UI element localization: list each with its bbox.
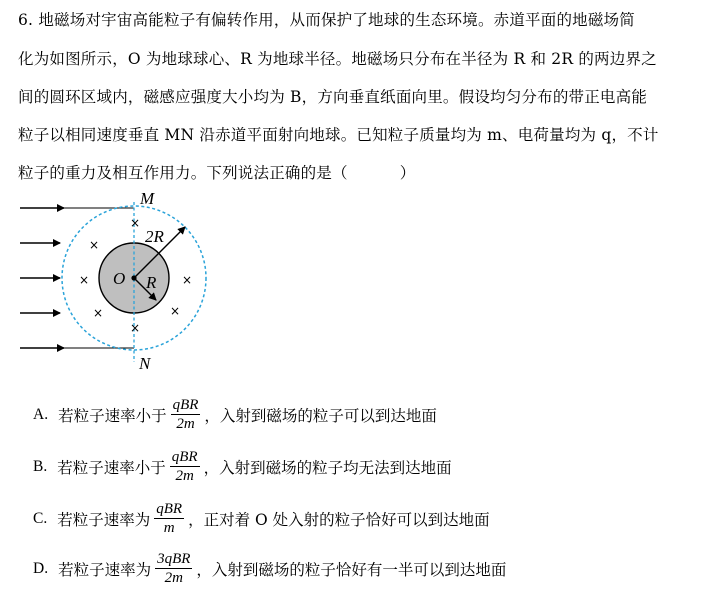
option-c-fraction [154,500,184,537]
option-c-post: ，正对着 O 处入射的粒子恰好可以到达地面 [188,510,490,529]
option-c [33,500,490,537]
option-b-denominator: 2m [175,468,194,484]
option-d-letter: D. [33,559,49,577]
option-d [33,550,506,587]
option-c-letter: C. [33,509,48,527]
label-2r: 2R [145,227,164,246]
field-cross: × [130,216,141,230]
option-a-post: ，入射到磁场的粒子可以到达地面 [204,406,437,425]
field-cross: × [89,238,100,252]
question-text-1: 地磁场对宇宙高能粒子有偏转作用，从而保护了地球的生态环境。赤道平面的地磁场简 [38,11,635,29]
option-c-denominator: m [163,520,175,536]
field-cross: × [170,304,181,318]
option-d-denominator: 2m [164,570,183,586]
option-d-pre: 若粒子速率为 [58,560,152,579]
option-a-pre: 若粒子速率小于 [58,406,167,425]
question-text-3: 间的圆环区域内，磁感应强度大小均为 B，方向垂直纸面向里。假设均匀分布的带正电高能 [18,88,648,106]
option-a-letter: A. [33,405,49,423]
option-a-fraction [171,396,201,433]
field-cross: × [93,306,104,320]
question-line-2 [18,47,657,69]
question-text-5: 粒子的重力及相互作用力。下列说法正确的是（ [18,164,348,182]
option-a-numerator: qBR [172,397,199,413]
option-d-numerator: 3qBR [157,551,191,567]
question-line-3 [18,85,647,107]
question-line-4 [18,123,659,145]
question-text-2: 化为如图所示，O 为地球球心、R 为地球半径。地磁场只分布在半径为 R 和 2R 的两边界之 [18,50,657,68]
label-r: R [146,273,157,292]
option-d-fraction [155,550,192,587]
option-a-denominator: 2m [176,416,195,432]
question-number: 6. [18,11,34,29]
field-cross: × [79,273,90,287]
option-b-fraction [170,448,200,485]
option-a [33,396,437,433]
option-d-post: ，入射到磁场的粒子恰好有一半可以到达地面 [196,560,507,579]
option-b-pre: 若粒子速率小于 [57,458,166,477]
close-paren: ） [399,164,416,182]
option-b-post: ，入射到磁场的粒子均无法到达地面 [203,458,452,477]
option-c-pre: 若粒子速率为 [57,510,151,529]
label-n: N [139,354,151,373]
question-line-1 [18,8,635,30]
magnetic-field-diagram [0,186,240,376]
field-cross: × [182,273,193,287]
option-c-numerator: qBR [156,501,183,517]
question-text-4: 粒子以相同速度垂直 MN 沿赤道平面射向地球。已知粒子质量均为 m、电荷量均为 q，不计 [18,126,659,144]
label-m: M [140,189,155,208]
option-b [33,448,452,485]
field-cross: × [130,321,141,335]
question-line-5 [18,161,415,183]
label-o: O [113,269,126,288]
option-b-numerator: qBR [171,449,198,465]
option-b-letter: B. [33,457,48,475]
